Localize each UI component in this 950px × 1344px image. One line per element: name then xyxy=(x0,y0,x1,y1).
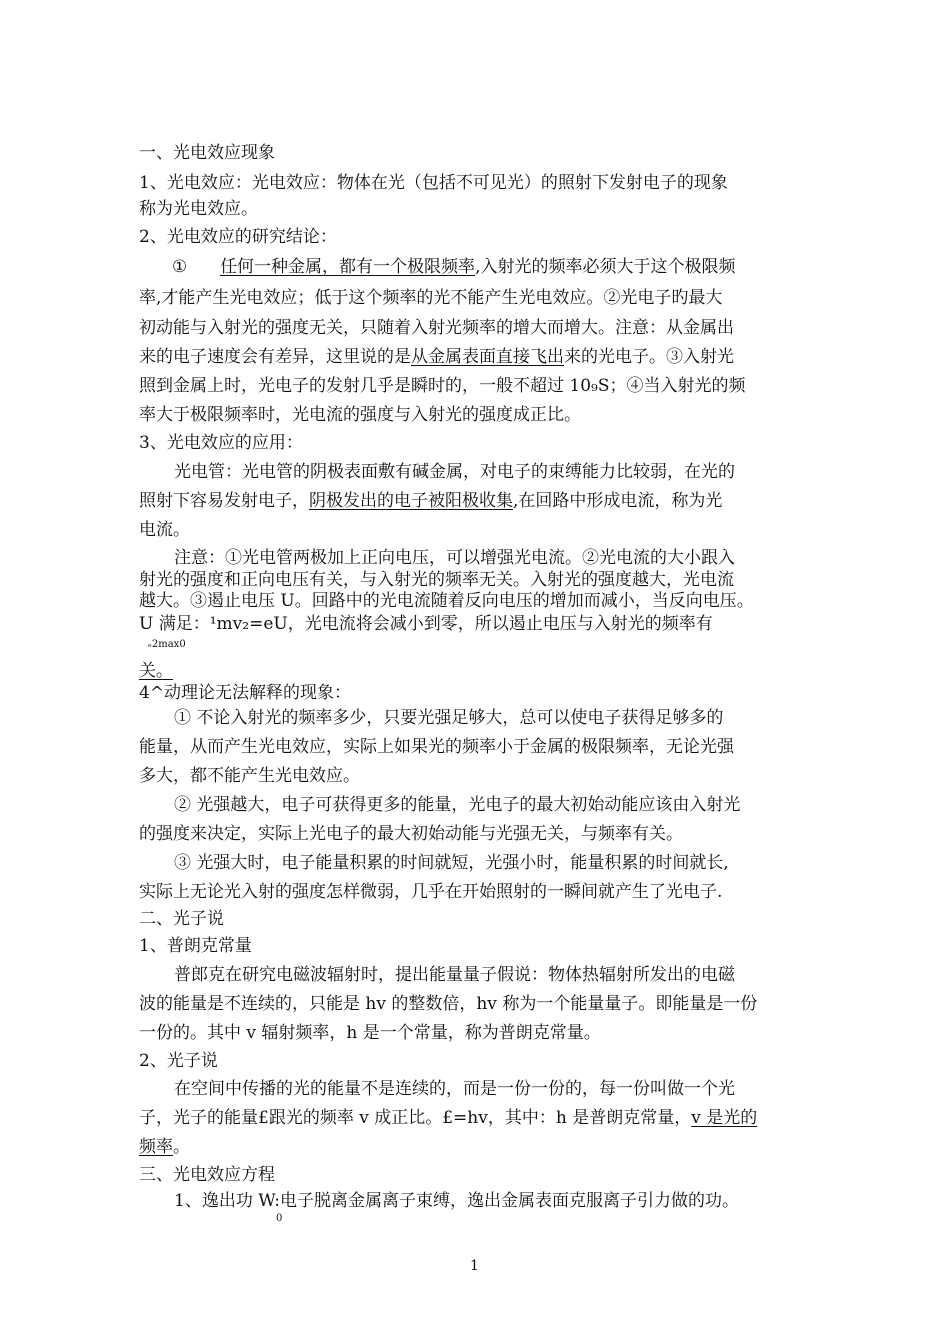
text-run: ,入射光的频率必须大于这个极限频 xyxy=(475,257,736,277)
underlined-text: 从金属表面直接飞出 xyxy=(411,347,564,367)
work-function-subscript: 0 xyxy=(276,1213,283,1224)
heading-1: 一、光电效应现象 xyxy=(139,143,275,163)
section-2-line-1: 在空间中传播的光的能量不是连续的，而是一份一份的，每一份叫做一个光 xyxy=(174,1079,735,1099)
section-2-line-3 xyxy=(139,1135,190,1159)
underlined-text: 任何一种金属，都有一个极限频率 xyxy=(220,257,476,277)
section-1-line-2: 波的能量是不连续的，只能是 hv 的整数倍，hv 称为一个能量量子。即能量是一份 xyxy=(139,994,758,1014)
circled-number: ① xyxy=(172,257,188,277)
note-line-1: 注意：①光电管两极加上正向电压，可以增强光电流。②光电流的大小跟入 xyxy=(174,548,735,568)
para-2-line-2: 率,才能产生光电效应；低于这个频率的光不能产生光电效应。②光电子旳最大 xyxy=(139,288,723,308)
heading-3: 三、光电效应方程 xyxy=(139,1165,275,1185)
underlined-text: 频率 xyxy=(139,1137,173,1157)
para-2-title: 2、光电效应的研究结论： xyxy=(139,227,337,247)
para-4-item-1-line-1: ① 不论入射光的频率多少，只要光强足够大，总可以使电子获得足够多的 xyxy=(174,708,724,728)
para-4-item-3-line-2: 实际上无论光入射的强度怎样微弱，几乎在开始照射的一瞬间就产生了光电子. xyxy=(139,882,723,902)
underlined-text: 阴极发出的电子被阳极收集 xyxy=(309,491,513,511)
para-2-line-6: 率大于极限频率时，光电流的强度与入射光的强度成正比。 xyxy=(139,405,581,425)
para-2-line-1 xyxy=(172,255,735,279)
para-4-item-2-line-2: 的强度来决定，实际上光电子的最大初始动能与光强无关，与频率有关。 xyxy=(139,824,683,844)
para-4-title: 4^动理论无法解释的现象： xyxy=(139,683,352,703)
page-number: 1 xyxy=(470,1258,479,1274)
para-3-title: 3、光电效应的应用： xyxy=(139,433,303,453)
section-1-title: 1、普朗克常量 xyxy=(139,936,252,956)
text-run: 子，光子的能量£跟光的频率 v 成正比。£=hv，其中：h 是普朗克常量， xyxy=(139,1108,692,1128)
para-4-item-2-line-1: ② 光强越大，电子可获得更多的能量，光电子的最大初始动能应该由入射光 xyxy=(174,795,741,815)
para-2-line-5: 照到金属上时，光电子的发射几乎是瞬时的，一般不超过 10₉S；④当入射光的频 xyxy=(139,376,746,396)
text-run: 。 xyxy=(173,1137,190,1157)
heading-2: 二、光子说 xyxy=(139,909,224,929)
para-4-item-1-line-3: 多大，都不能产生光电效应。 xyxy=(139,766,360,786)
para-4-item-3-line-1: ③ 光强大时，电子能量积累的时间就短，光强小时，能量积累的时间就长, xyxy=(174,853,729,873)
section-2-line-2 xyxy=(139,1106,757,1130)
formula-subscript: ₑ2max0 xyxy=(148,639,186,650)
note-line-3: 越大。③遏止电压 U。回路中的光电流随着反向电压的增加而减小，当反向电压。 xyxy=(139,591,754,611)
text-run: 照射下容易发射电子， xyxy=(139,491,309,511)
note-line-5: 关。 xyxy=(139,661,173,681)
section-1-line-1: 普郎克在研究电磁波辐射时，提出能量量子假说：物体热辐射所发出的电磁 xyxy=(174,965,735,985)
para-3-line-1: 光电管：光电管的阴极表面敷有碱金属，对电子的束缚能力比较弱，在光的 xyxy=(174,462,735,482)
para-2-line-4 xyxy=(139,345,734,369)
para-4-item-1-line-2: 能量，从而产生光电效应，实际上如果光的频率小于金属的极限频率，无论光强 xyxy=(139,737,734,757)
note-line-4: U 满足：¹mv₂=eU，光电流将会减小到零，所以遏止电压与入射光的频率有 xyxy=(139,614,713,634)
para-1-line-1: 1、光电效应：光电效应：物体在光（包括不可见光）的照射下发射电子的现象 xyxy=(139,173,728,193)
para-3-line-2 xyxy=(139,489,722,513)
para-1-line-2: 称为光电效应。 xyxy=(139,199,258,219)
section-2-title: 2、光子说 xyxy=(139,1051,218,1071)
text-run: 来的光电子。③入射光 xyxy=(564,347,734,367)
section-1-line-3: 一份的。其中 v 辐射频率，h 是一个常量，称为普朗克常量。 xyxy=(139,1023,601,1043)
text-run: 来的电子速度会有差异，这里说的是 xyxy=(139,347,411,367)
note-line-2: 射光的强度和正向电压有关，与入射光的频率无关。入射光的强度越大，光电流 xyxy=(139,570,734,590)
para-2-line-3: 初动能与入射光的强度无关，只随着入射光频率的增大而增大。注意：从金属出 xyxy=(139,318,734,338)
para-3-line-3: 电流。 xyxy=(139,520,190,540)
section-3-line-1: 1、逸出功 W:电子脱离金属离子束缚，逸出金属表面克服离子引力做的功。 xyxy=(174,1191,739,1211)
text-run: ,在回路中形成电流，称为光 xyxy=(513,491,723,511)
underlined-text: v 是光的 xyxy=(691,1108,758,1128)
